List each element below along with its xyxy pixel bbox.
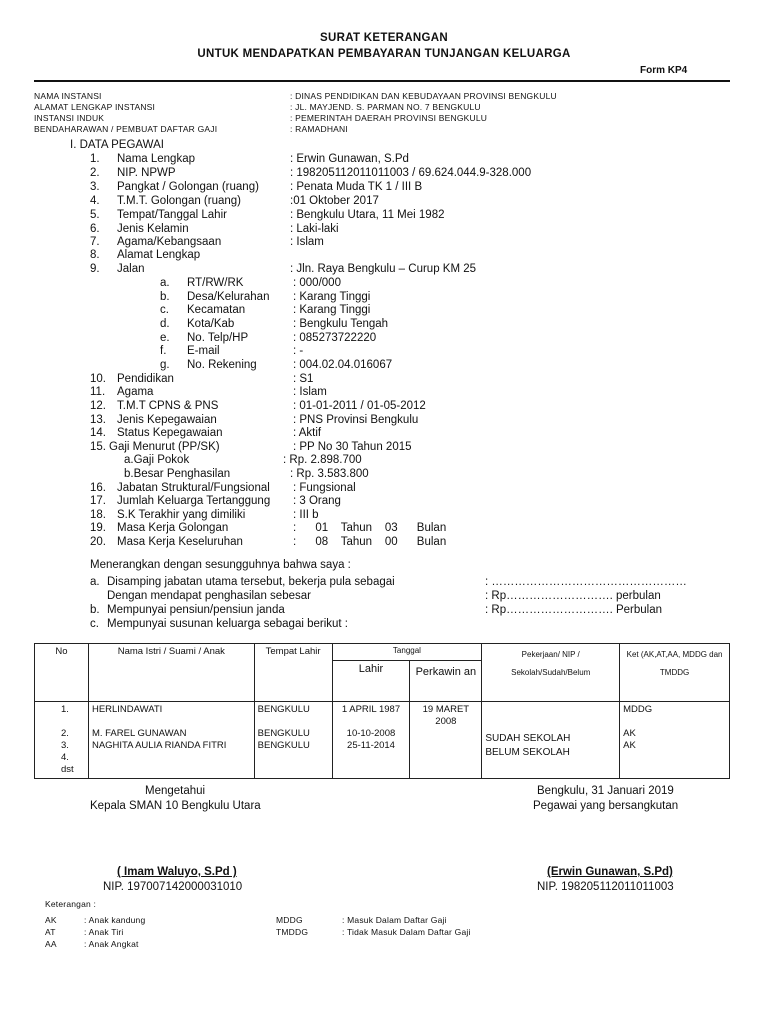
item-no: 9. <box>90 263 100 275</box>
sub-value: : 004.02.04.016067 <box>293 359 393 371</box>
cell-lahir: 1 APRIL 1987 10-10-2008 25-11-2014 <box>332 702 410 779</box>
item-label: Gaji Menurut (PP/SK) <box>109 441 220 453</box>
statement-text: Disamping jabatan utama tersebut, bekerja pula sebagai <box>107 576 395 588</box>
header-nama: Nama Istri / Suami / Anak <box>88 644 254 702</box>
cell-kawin: 19 MARET 2008 <box>410 702 482 779</box>
item-label: NIP. NPWP <box>117 167 176 179</box>
item-label: Masa Kerja Keseluruhan <box>117 536 243 548</box>
item-value: : Laki-laki <box>290 223 339 235</box>
sub-value: : Karang Tinggi <box>293 291 371 303</box>
item-label: Pangkat / Golongan (ruang) <box>117 181 259 193</box>
instansi-label: ALAMAT LENGKAP INSTANSI <box>34 102 156 112</box>
instansi-value: : DINAS PENDIDIKAN DAN KEBUDAYAAN PROVINSI BENGKULU <box>290 91 557 101</box>
cell-ket: MDDG AK AK <box>620 702 730 779</box>
item-label: Jabatan Struktural/Fungsional <box>117 482 270 494</box>
instansi-label: NAMA INSTANSI <box>34 91 102 101</box>
table-header-row <box>35 644 730 661</box>
instansi-label: BENDAHARAWAN / PEMBUAT DAFTAR GAJI <box>34 124 218 134</box>
item-no: 8. <box>90 249 100 261</box>
statement-text: Dengan mendapat penghasilan sebesar <box>107 590 311 602</box>
sub-label: Kecamatan <box>187 304 246 316</box>
ket-desc: : Tidak Masuk Dalam Daftar Gaji <box>342 927 471 937</box>
item-no: 19. <box>90 522 106 534</box>
item-no: 18. <box>90 509 106 521</box>
sub-label: No. Rekening <box>187 359 257 371</box>
gaji-value: : Rp. 3.583.800 <box>290 468 369 480</box>
sub-value: : 000/000 <box>293 277 341 289</box>
statement-value: : Rp………………………. perbulan <box>485 590 661 602</box>
sub-no: a. <box>160 277 170 289</box>
instansi-label: INSTANSI INDUK <box>34 113 105 123</box>
sign-right-name: (Erwin Gunawan, S.Pd) <box>547 866 673 878</box>
item-label: Status Kepegawaian <box>117 427 223 439</box>
ket-desc: : Anak Angkat <box>84 939 139 949</box>
item-label: S.K Terakhir yang dimiliki <box>117 509 246 521</box>
gaji-label: a.Gaji Pokok <box>124 454 190 466</box>
form-code: Form KP4 <box>640 65 688 76</box>
item-no: 1. <box>90 153 100 165</box>
item-no: 12. <box>90 400 106 412</box>
statement-text: Mempunyai susunan keluarga sebagai berikut : <box>107 618 349 630</box>
item-no: 6. <box>90 223 100 235</box>
header-divider <box>34 80 730 82</box>
sub-no: d. <box>160 318 170 330</box>
item-no: 7. <box>90 236 100 248</box>
item-label: Nama Lengkap <box>117 153 195 165</box>
document-title: SURAT KETERANGAN <box>320 32 448 44</box>
item-value: : S1 <box>293 373 314 385</box>
sign-right-line2: Pegawai yang bersangkutan <box>533 800 679 812</box>
item-label: Agama/Kebangsaan <box>117 236 222 248</box>
ket-code: AK <box>45 915 57 925</box>
item-value: : Jln. Raya Bengkulu – Curup KM 25 <box>290 263 477 275</box>
item-value: : Islam <box>293 386 327 398</box>
header-lahir: Lahir <box>332 661 410 702</box>
ket-code: MDDG <box>276 915 303 925</box>
item-value: : 08 Tahun 00 Bulan <box>293 536 447 548</box>
instansi-value: : JL. MAYJEND. S. PARMAN NO. 7 BENGKULU <box>290 102 481 112</box>
header-ket: Ket (AK,AT,AA, MDDG dan TMDDG <box>620 644 730 702</box>
family-table <box>34 643 730 779</box>
sub-no: e. <box>160 332 170 344</box>
item-value: : PNS Provinsi Bengkulu <box>293 414 419 426</box>
item-no: 13. <box>90 414 106 426</box>
sub-no: g. <box>160 359 170 371</box>
ket-desc: : Anak kandung <box>84 915 146 925</box>
header-tempat: Tempat Lahir <box>254 644 332 702</box>
sub-value: : 085273722220 <box>293 332 377 344</box>
sign-right-line1: Bengkulu, 31 Januari 2019 <box>537 785 674 797</box>
sub-label: No. Telp/HP <box>187 332 249 344</box>
header-tanggal: Tanggal <box>332 644 482 661</box>
sub-value: : - <box>293 345 304 357</box>
sub-label: RT/RW/RK <box>187 277 244 289</box>
keterangan-title: Keterangan : <box>45 899 97 909</box>
item-no: 20. <box>90 536 106 548</box>
document-subtitle: UNTUK MENDAPATKAN PEMBAYARAN TUNJANGAN KELUARGA <box>197 48 571 60</box>
sub-no: c. <box>160 304 169 316</box>
item-no: 5. <box>90 209 100 221</box>
item-value: : Fungsional <box>293 482 356 494</box>
item-no: 4. <box>90 195 100 207</box>
gaji-value: : Rp. 2.898.700 <box>283 454 362 466</box>
item-value: : 3 Orang <box>293 495 341 507</box>
cell-no: 1. 2. 3. 4. dst <box>35 702 89 779</box>
item-value: : III b <box>293 509 319 521</box>
item-value: : Bengkulu Utara, 11 Mei 1982 <box>290 209 445 221</box>
statement-no: a. <box>90 576 100 588</box>
instansi-value: : PEMERINTAH DAERAH PROVINSI BENGKULU <box>290 113 488 123</box>
sub-no: f. <box>160 345 167 357</box>
item-value: : 01-01-2011 / 01-05-2012 <box>293 400 426 412</box>
ket-desc: : Masuk Dalam Daftar Gaji <box>342 915 447 925</box>
item-value: : Islam <box>290 236 324 248</box>
statement-value: : Rp………………………. Perbulan <box>485 604 663 616</box>
item-label: Agama <box>117 386 154 398</box>
sign-left-line1: Mengetahui <box>145 785 206 797</box>
item-value: : 198205112011011003 / 69.624.044.9-328.000 <box>290 167 532 179</box>
item-no: 16. <box>90 482 106 494</box>
item-label: Jenis Kepegawaian <box>117 414 217 426</box>
gaji-label: b.Besar Penghasilan <box>124 468 231 480</box>
item-label: Alamat Lengkap <box>117 249 201 261</box>
header-kawin: Perkawin an <box>410 661 482 702</box>
item-label: T.M.T. Golongan (ruang) <box>117 195 242 207</box>
item-label: Tempat/Tanggal Lahir <box>117 209 227 221</box>
item-no: 14. <box>90 427 106 439</box>
sub-value: : Karang Tinggi <box>293 304 371 316</box>
item-value: :01 Oktober 2017 <box>290 195 379 207</box>
item-no: 15. <box>90 441 106 453</box>
sign-left-name: ( Imam Waluyo, S.Pd ) <box>117 866 237 878</box>
sub-label: Desa/Kelurahan <box>187 291 270 303</box>
item-label: Jalan <box>117 263 145 275</box>
statement-no: b. <box>90 604 100 616</box>
cell-pekerjaan: SUDAH SEKOLAH BELUM SEKOLAH <box>482 702 620 779</box>
ket-code: TMDDG <box>276 927 309 937</box>
item-value: : Aktif <box>293 427 322 439</box>
sign-left-line2: Kepala SMAN 10 Bengkulu Utara <box>90 800 261 812</box>
sign-right-nip: NIP. 198205112011011003 <box>537 881 674 893</box>
item-value: : Penata Muda TK 1 / III B <box>290 181 423 193</box>
section-title: I. DATA PEGAWAI <box>70 139 164 151</box>
item-value: : PP No 30 Tahun 2015 <box>293 441 412 453</box>
sign-left-nip: NIP. 197007142000031010 <box>103 881 243 893</box>
statement-text: Mempunyai pensiun/pensiun janda <box>107 604 285 616</box>
header-no: No <box>35 644 89 702</box>
item-no: 3. <box>90 181 100 193</box>
ket-desc: : Anak Tiri <box>84 927 124 937</box>
item-value: : 01 Tahun 03 Bulan <box>293 522 447 534</box>
sub-label: E-mail <box>187 345 220 357</box>
cell-nama: HERLINDAWATI M. FAREL GUNAWAN NAGHITA AULIA RIANDA FITRI <box>88 702 254 779</box>
menerangkan-text: Menerangkan dengan sesungguhnya bahwa saya : <box>90 559 351 571</box>
table-row <box>35 702 730 779</box>
sub-label: Kota/Kab <box>187 318 235 330</box>
sub-no: b. <box>160 291 170 303</box>
item-label: Jenis Kelamin <box>117 223 189 235</box>
statement-value: : …………………………………………… <box>485 576 687 588</box>
sub-value: : Bengkulu Tengah <box>293 318 389 330</box>
ket-code: AT <box>45 927 56 937</box>
header-pekerjaan: Pekerjaan/ NIP / Sekolah/Sudah/Belum <box>482 644 620 702</box>
item-label: Pendidikan <box>117 373 174 385</box>
item-no: 11. <box>90 386 106 398</box>
item-no: 2. <box>90 167 100 179</box>
item-label: T.M.T CPNS & PNS <box>117 400 219 412</box>
cell-tempat: BENGKULU BENGKULU BENGKULU <box>254 702 332 779</box>
item-no: 10. <box>90 373 106 385</box>
item-label: Jumlah Keluarga Tertanggung <box>117 495 271 507</box>
ket-code: AA <box>45 939 57 949</box>
item-no: 17. <box>90 495 106 507</box>
instansi-value: : RAMADHANI <box>290 124 348 134</box>
item-value: : Erwin Gunawan, S.Pd <box>290 153 409 165</box>
statement-no: c. <box>90 618 99 630</box>
item-label: Masa Kerja Golongan <box>117 522 229 534</box>
